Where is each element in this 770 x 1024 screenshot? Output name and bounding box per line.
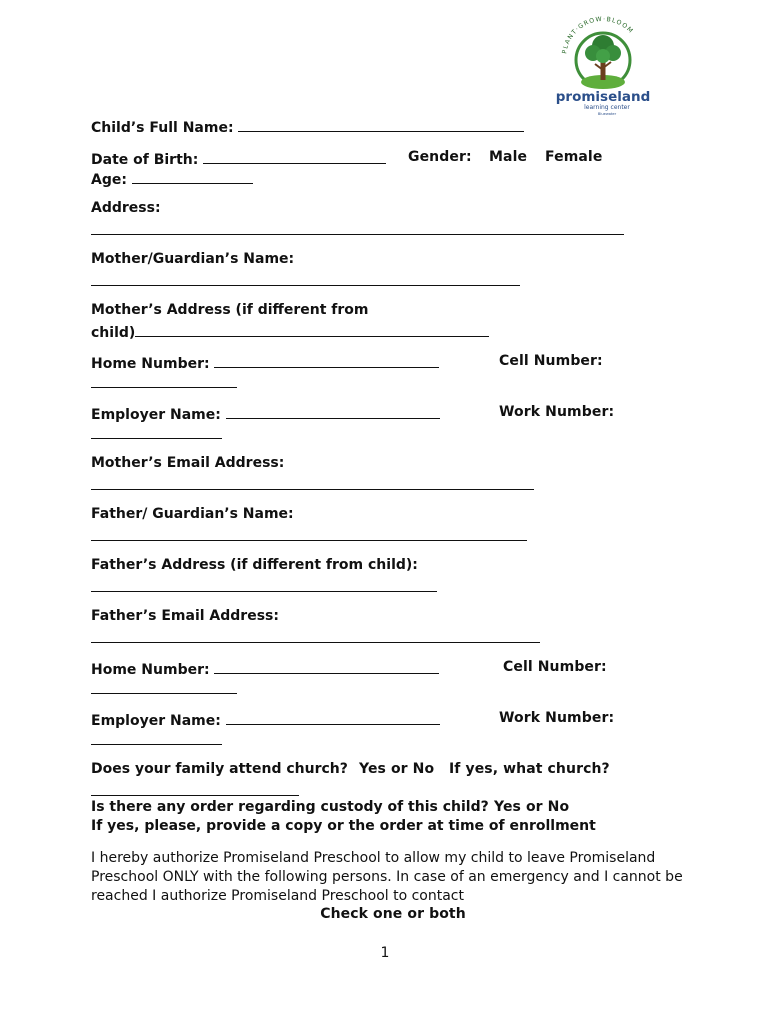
mother-address-label-cont: child) (91, 325, 136, 341)
custody-note: If yes, please, provide a copy or the order at time of enrollment (91, 818, 596, 834)
child-name-row (91, 117, 524, 136)
child-name-field[interactable] (238, 117, 524, 132)
church-yes-no[interactable]: Yes or No (359, 761, 435, 777)
age-label: Age: (91, 172, 127, 188)
church-question: Does your family attend church? (91, 761, 348, 777)
cell-number-label: Cell Number: (499, 353, 603, 369)
home-number-row (91, 353, 439, 372)
check-text: Check one or both (320, 906, 466, 922)
gender-male-option[interactable]: Male (489, 149, 528, 165)
father-name-label: Father/ Guardian’s Name: (91, 506, 294, 522)
dob-row (91, 149, 386, 168)
mother-address-field[interactable] (135, 322, 489, 337)
home-number-label: Home Number: (91, 356, 210, 372)
cell-number-label-2: Cell Number: (503, 659, 607, 675)
dob-label: Date of Birth: (91, 152, 199, 168)
work-number-label-2: Work Number: (499, 710, 615, 726)
child-name-label: Child’s Full Name: (91, 120, 234, 136)
age-row (91, 169, 253, 188)
gender-label: Gender: (408, 149, 472, 165)
home-number-field[interactable] (214, 353, 439, 368)
address-label: Address: (91, 200, 161, 216)
work-number-label: Work Number: (499, 404, 615, 420)
dob-field[interactable] (203, 149, 386, 164)
father-name-field[interactable] (91, 526, 527, 541)
father-email-field[interactable] (91, 628, 540, 643)
cell-number-field[interactable] (91, 373, 237, 388)
employer-name-field[interactable] (226, 404, 440, 419)
gender-female-option[interactable]: Female (545, 149, 603, 165)
page-number: 1 (380, 945, 390, 961)
logo-brand: promiseland (555, 89, 651, 105)
promiseland-logo (548, 10, 658, 120)
work-number-field-2[interactable] (91, 730, 222, 745)
home-number-label-2: Home Number: (91, 662, 210, 678)
mother-email-field[interactable] (91, 475, 534, 490)
church-which-label: If yes, what church? (449, 761, 610, 777)
home-number-field-2[interactable] (214, 659, 439, 674)
mother-name-field[interactable] (91, 271, 520, 286)
mother-email-label: Mother’s Email Address: (91, 455, 285, 471)
father-address-field[interactable] (91, 577, 437, 592)
age-field[interactable] (132, 169, 253, 184)
check-one-or-both (0, 906, 770, 922)
mother-address-row (91, 322, 489, 341)
mother-name-label: Mother/Guardian’s Name: (91, 251, 295, 267)
employer-row-2 (91, 710, 440, 729)
logo-arc-text: PLANT·GROW·BLOOM (561, 15, 635, 55)
logo-tiny-text: Bluewater (597, 112, 617, 116)
logo-subtitle: learning center (584, 104, 630, 111)
employer-row (91, 404, 440, 423)
work-number-field[interactable] (91, 424, 222, 439)
custody-yes-no[interactable]: Yes or No (494, 799, 570, 815)
church-name-field[interactable] (91, 781, 299, 796)
employer-name-label-2: Employer Name: (91, 713, 221, 729)
custody-question: Is there any order regarding custody of this child? (91, 799, 489, 815)
cell-number-field-2[interactable] (91, 679, 237, 694)
mother-address-label: Mother’s Address (if different from (91, 302, 369, 318)
father-email-label: Father’s Email Address: (91, 608, 279, 624)
authorization-paragraph: I hereby authorize Promiseland Preschool to allow my child to leave Promiseland Preschool ONLY with the following persons. In case of an emergency and I cannot be reached I authorize Promiseland Preschool to contact (91, 850, 683, 904)
employer-name-field-2[interactable] (226, 710, 440, 725)
employer-name-label: Employer Name: (91, 407, 221, 423)
father-address-label: Father’s Address (if different from child): (91, 557, 418, 573)
address-field[interactable] (91, 220, 624, 235)
home-number-row-2 (91, 659, 439, 678)
